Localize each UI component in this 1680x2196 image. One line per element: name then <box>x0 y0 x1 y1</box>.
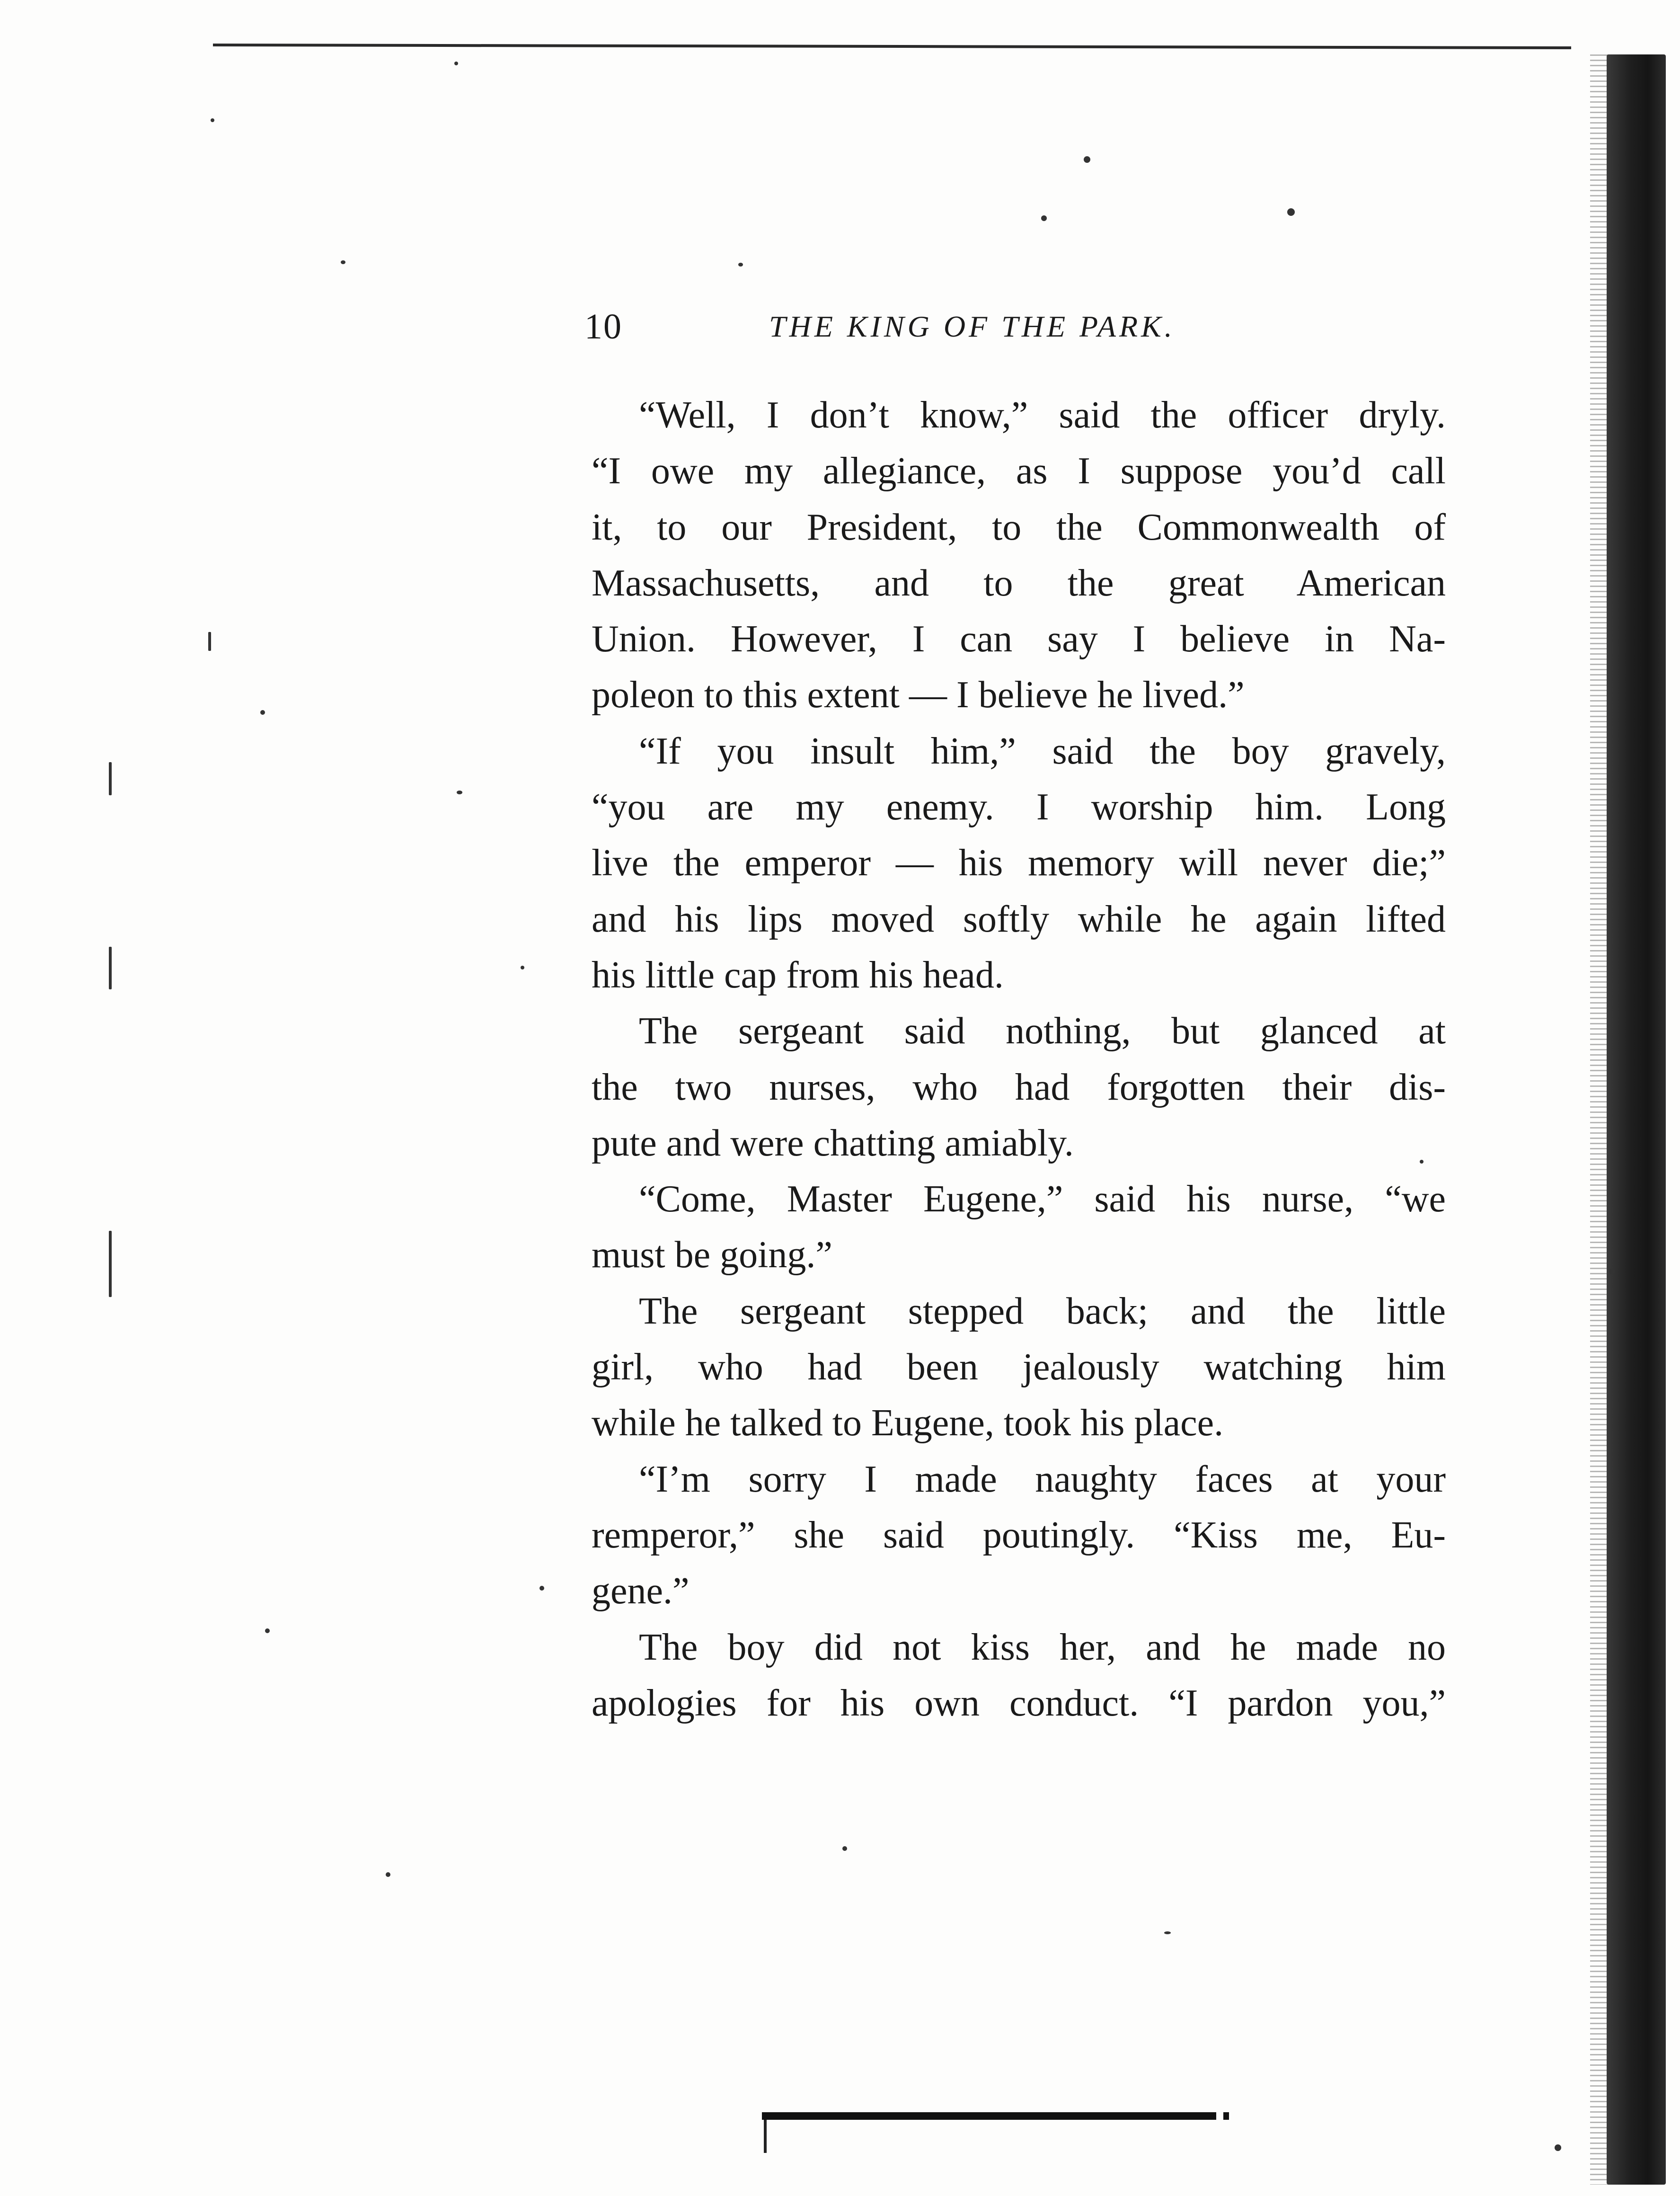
text-line: The sergeant stepped back; and the little <box>639 1290 1446 1332</box>
text-line: his little cap from his head. <box>592 954 1004 996</box>
text-line: girl, who had been jealously watching him <box>592 1346 1446 1388</box>
scan-speck <box>1609 1269 1615 1274</box>
text-line: pute and were chatting amiably. <box>592 1122 1074 1164</box>
text-line: it, to our President, to the Commonwealth of <box>592 506 1446 548</box>
scan-speck <box>109 762 112 795</box>
scan-speck <box>842 1846 847 1851</box>
page-header <box>584 298 1488 355</box>
text-line: remperor,” she said poutingly. “Kiss me, Eu- <box>592 1514 1446 1556</box>
text-line: poleon to this extent — I believe he lived.” <box>592 674 1245 716</box>
text-line: “If you insult him,” said the boy gravely, <box>639 730 1446 772</box>
scan-speck <box>1084 156 1090 163</box>
text-line: The sergeant said nothing, but glanced at <box>639 1010 1446 1052</box>
scan-speck <box>386 1872 390 1877</box>
scan-speck <box>260 710 265 715</box>
scan-speck <box>109 1231 112 1297</box>
binding-edge-shadow <box>1607 54 1666 2185</box>
bottom-rule-stem <box>764 2120 767 2153</box>
scan-speck <box>457 791 462 794</box>
running-head: THE KING OF THE PARK. <box>769 310 1176 343</box>
scan-speck <box>1041 215 1047 221</box>
text-line: “Well, I don’t know,” said the officer dryly. <box>639 394 1446 436</box>
text-line: “you are my enemy. I worship him. Long <box>592 786 1446 828</box>
body-text <box>592 387 1446 1731</box>
text-line: The boy did not kiss her, and he made no <box>639 1626 1446 1668</box>
text-line: live the emperor — his memory will never die;” <box>592 842 1446 884</box>
scan-speck <box>1555 2144 1561 2151</box>
text-line: and his lips moved softly while he again lifted <box>592 898 1446 940</box>
scan-speck <box>341 260 345 264</box>
scan-speck <box>521 966 524 969</box>
scan-speck <box>208 632 211 651</box>
binding-edge-noise <box>1590 54 1609 2185</box>
scan-speck <box>265 1628 270 1633</box>
text-line: while he talked to Eugene, took his place. <box>592 1402 1224 1444</box>
text-line: “I’m sorry I made naughty faces at your <box>639 1458 1446 1500</box>
text-line: Massachusetts, and to the great American <box>592 562 1446 604</box>
text-line: Union. However, I can say I believe in Na- <box>592 618 1446 660</box>
scan-speck <box>1287 208 1295 216</box>
scan-speck <box>738 263 743 267</box>
bottom-rule <box>762 2112 1216 2120</box>
scan-speck <box>1164 1931 1171 1934</box>
text-line: gene.” <box>592 1570 690 1612</box>
scan-speck <box>454 62 458 65</box>
scan-speck <box>109 947 112 989</box>
text-line: the two nurses, who had forgotten their dis- <box>592 1066 1446 1108</box>
text-line: apologies for his own conduct. “I pardon you,” <box>592 1682 1446 1724</box>
text-line: must be going.” <box>592 1234 832 1276</box>
scan-speck <box>539 1586 544 1591</box>
bottom-rule-tick <box>1223 2112 1229 2120</box>
scan-speck <box>1420 1160 1424 1164</box>
scan-speck <box>211 118 214 122</box>
top-rule <box>213 44 1571 49</box>
page-number: 10 <box>584 307 622 347</box>
text-line: “I owe my allegiance, as I suppose you’d call <box>592 450 1446 492</box>
text-line: “Come, Master Eugene,” said his nurse, “we <box>639 1178 1446 1220</box>
